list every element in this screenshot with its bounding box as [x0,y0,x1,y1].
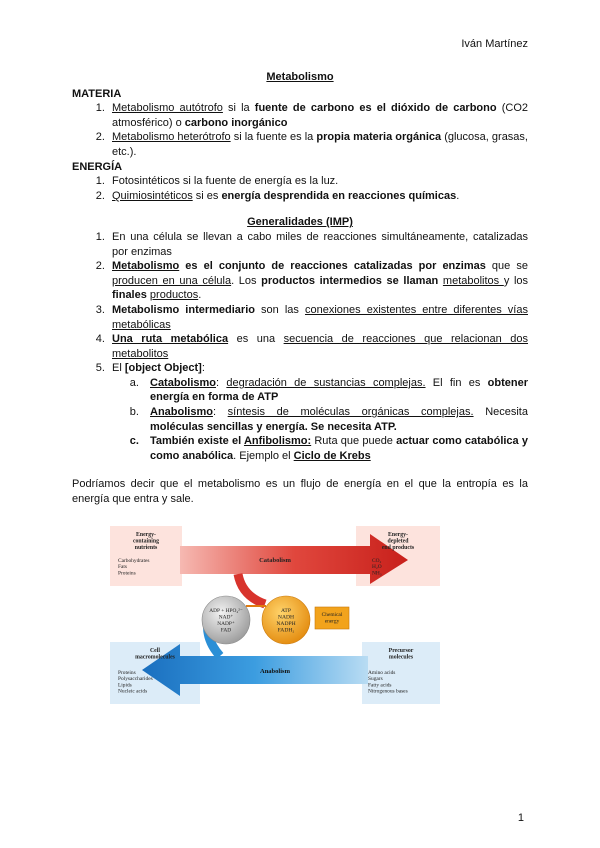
list-item: 2. Metabolismo es el conjunto de reacciones catalizadas por enzimas que se producen en una célula. Los productos intermedios se llaman metabolitos y los finales productos. [108,259,528,303]
term: Metabolismo autótrofo [112,102,223,115]
precursor-molecules-title: molecules [388,654,414,661]
cell-macromolecules-item: Proteins [118,670,136,676]
atp-circle-label: FADH₂ [277,627,295,634]
anabolism-arrow [142,644,368,696]
energy-containing-title: Energy- [136,532,156,538]
metabolism-diagram [110,524,440,706]
energy-depleted-title: Energy- [388,532,408,538]
term: Metabolismo heterótrofo [112,131,231,144]
catabolism-label: Catabolism [259,557,291,564]
energy-containing-item: Proteins [118,570,136,577]
cell-macromolecules-item: Lipids [118,682,132,689]
list-item: 1. En una célula se llevan a cabo miles de reacciones simultáneamente, catalizadas por enzimas [108,230,528,259]
energy-containing-title: nutrients [134,545,158,551]
energy-containing-item: Fats [118,564,127,571]
precursor-molecules-title: Precursor [388,648,414,654]
list-item: 5. El [object Object]: a. Catabolismo: degradación de sustancias complejas. El fin es obtener energía en forma de ATP b. Anabolismo: síntesis de moléculas orgánicas complejas. Necesita moléculas sencillas y energía. Se necesita ATP. c. También existe el Anfibolismo: Ruta que puede actuar como catabólica y como anabólica. Ejemplo el Ciclo de Krebs [108,361,528,463]
energy-depleted-item: NH₃ [372,570,382,577]
anabolism-label: Anabolism [260,668,290,675]
atp-circle-label: NADH [277,614,295,621]
adp-circle-label: NADP⁺ [217,621,235,627]
energy-containing-item: Carbohydrates [118,558,150,564]
precursor-molecules-item: Fatty acids [368,682,392,689]
term: Quimiosintéticos [112,189,193,202]
energia-list [72,174,528,203]
page-title: Metabolismo [266,71,334,83]
categories-list [112,376,528,464]
document-body [72,70,528,507]
author-name: Iván Martínez [461,38,528,50]
cell-macromolecules-title: Cell [150,648,160,654]
energia-heading: ENERGÍA [72,160,123,173]
adp-circle-label: ADP + HPO₄²⁻ [209,608,243,614]
materia-heading: MATERIA [72,87,122,100]
energy-containing-title: containing [132,538,160,545]
list-item: 2. Quimiosintéticos si es energía desprendida en reacciones químicas. [108,189,528,204]
precursor-molecules-item: Amino acids [368,670,396,676]
cell-macromolecules-item: Polysaccharides [118,676,153,683]
catabolism-connector [238,574,265,604]
list-item: c. También existe el Anfibolismo: Ruta que puede actuar como catabólica y como anabólica. Ejemplo el Ciclo de Krebs [142,434,528,463]
energy-depleted-title: end products [381,545,415,551]
chemical-energy-label: energy [324,618,340,625]
list-item: 1. Metabolismo autótrofo si la fuente de carbono es el dióxido de carbono (CO2 atmosférico) o carbono inorgánico [108,101,528,130]
cell-macromolecules-title: macromolecules [135,654,175,661]
list-item: 2. Metabolismo heterótrofo si la fuente es la propia materia orgánica (glucosa, grasas, etc.). [108,130,528,159]
list-item: 4. Una ruta metabólica es una secuencia de reacciones que relacionan dos metabolitos [108,332,528,361]
precursor-molecules-item: Nitrogenous bases [368,688,408,695]
page-number: 1 [517,812,524,824]
energy-depleted-title: depleted [387,538,409,545]
list-item: 1. Fotosintéticos si la fuente de energía es la luz. [108,174,528,189]
cell-macromolecules-item: Nucleic acids [118,688,148,695]
atp-circle-label: NADPH [276,621,296,627]
atp-circle-label: ATP [281,608,291,614]
energy-depleted-item: CO₂ [372,558,382,564]
energy-depleted-item: H₂O [372,564,382,571]
materia-list [72,101,528,159]
generalidades-list [72,230,528,464]
generalidades-heading: Generalidades (IMP) [247,216,353,229]
list-item: a. Catabolismo: degradación de sustancias complejas. El fin es obtener energía en forma de ATP [142,376,528,405]
adp-circle-label: FAD [220,627,232,634]
precursor-molecules-item: Sugars [368,676,383,683]
chemical-energy-label: Chemical [321,612,343,618]
closing-paragraph: Podríamos decir que el metabolismo es un flujo de energía en el que la entropía es la energía que entra y sale. [72,478,528,506]
adp-circle-label: NAD⁺ [218,614,234,621]
list-item: 3. Metabolismo intermediario son las conexiones existentes entre diferentes vías metabólicas [108,303,528,332]
list-item: b. Anabolismo: síntesis de moléculas orgánicas complejas. Necesita moléculas sencillas y energía. Se necesita ATP. [142,405,528,434]
